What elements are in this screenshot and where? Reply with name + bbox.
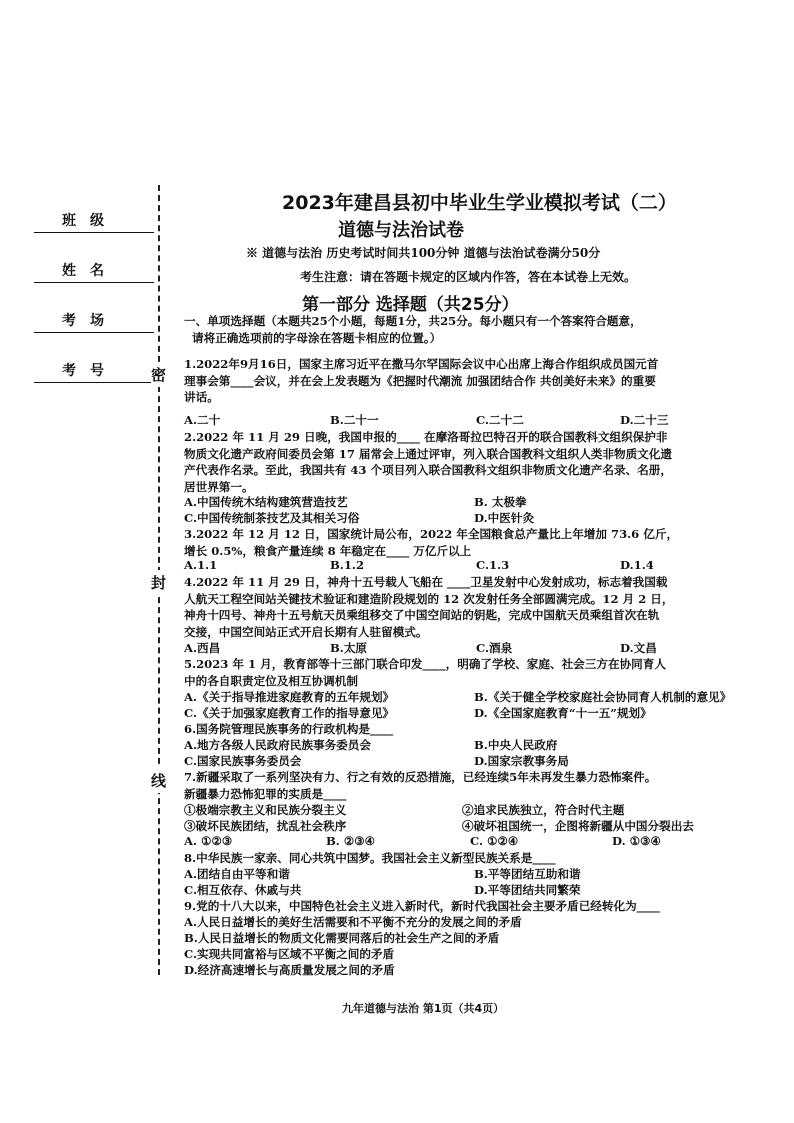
question-3: [184, 526, 784, 559]
question-line: 产代表作名录。至此，我国共有 43 个项目列入联合国教科文组织非物质文化遗产名录、名册，: [184, 463, 672, 477]
q5-option-c[interactable]: C.《关于加强家庭教育工作的指导意见》: [184, 706, 395, 720]
q1-option-b[interactable]: B.二十一: [330, 413, 379, 427]
question-1: [184, 356, 784, 406]
exam-subtitle: 道德与法治试卷: [338, 220, 464, 241]
question-9: [184, 898, 784, 915]
q4-option-a[interactable]: A.西昌: [184, 641, 221, 655]
question-line: 2.2022 年 11 月 29 日晚，我国申报的____ 在摩洛哥拉巴特召开的联合国教科文组织保护非: [184, 430, 668, 444]
question-2: [184, 429, 784, 495]
question-line: 人航天工程空间站关键技术验证和建造阶段规划的 12 次发射任务全部圆满完成。12 月 2 日，: [184, 591, 674, 606]
q8-option-d[interactable]: D.平等团结共同繁荣: [474, 883, 581, 897]
seal-char-mi: 密: [151, 362, 166, 387]
question-4: [184, 574, 784, 640]
question-line: 神舟十四号、神舟十五号航天员乘组移交了中国空间站的钥匙，完成中国航天员乘组首次在轨: [184, 608, 660, 622]
q7-option-d[interactable]: D. ①③④: [612, 834, 661, 848]
q3-option-c[interactable]: C.1.3: [476, 558, 510, 572]
instructions-line: 一、单项选择题（本题共25个小题，每题1分，共25分。每小题只有一个答案符合题意，: [184, 314, 642, 328]
q4-option-d[interactable]: D.文昌: [620, 641, 657, 655]
seal-char-xian: 线: [151, 768, 166, 793]
question-5: [184, 656, 784, 689]
question-line: 3.2022 年 12 月 12 日，国家统计局公布，2022 年全国粮食总产量比上年增加 73.6 亿斤，: [184, 527, 679, 541]
instructions-line: 请将正确选项前的字母涂在答题卡相应的位置。）: [192, 330, 442, 345]
q6-option-d[interactable]: D.国家宗教事务局: [474, 754, 569, 768]
q7-option-b[interactable]: B. ②③④: [326, 834, 376, 848]
field-name-label: 姓名: [62, 263, 118, 279]
q6-option-a[interactable]: A.地方各级人民政府民族事务委员会: [184, 738, 371, 752]
question-line: 6.国务院管理民族事务的行政机构是____: [184, 722, 394, 736]
seal-char-feng: 封: [151, 570, 166, 595]
question-line: 讲话。: [184, 390, 219, 404]
field-room-label: 考场: [62, 313, 118, 329]
section-heading: 第一部分 选择题（共25分）: [302, 295, 519, 315]
q9-option-d[interactable]: D.经济高速增长与高质量发展之间的矛盾: [184, 963, 395, 977]
question-line: 中的各自职责定位及相互协调机制: [184, 673, 358, 688]
question-line: 新疆暴力恐怖犯罪的实质是____: [184, 786, 347, 801]
q3-option-a[interactable]: A.1.1: [184, 558, 218, 572]
instructions: [184, 313, 784, 346]
field-name-line[interactable]: [34, 282, 154, 283]
q8-option-a[interactable]: A.团结自由平等和谐: [184, 867, 290, 881]
q5-option-b[interactable]: B.《关于健全学校家庭社会协同育人机制的意见》: [474, 690, 732, 704]
question-line: 居世界第一。: [184, 479, 254, 494]
question-line: 8.中华民族一家亲、同心共筑中国梦。我国社会主义新型民族关系是____: [184, 851, 556, 865]
question-line: 理事会第____会议，并在会上发表题为《把握时代潮流 加强团结合作 共创美好未来》的重要: [184, 373, 656, 388]
question-6: [184, 721, 784, 738]
q9-option-b[interactable]: B.人民日益增长的物质文化需要同落后的社会生产之间的矛盾: [184, 931, 500, 945]
q1-option-d[interactable]: D.二十三: [620, 413, 669, 427]
question-line: 5.2023 年 1 月，教育部等十三部门联合印发____，明确了学校、家庭、社会三方在协同育人: [184, 657, 666, 671]
q8-option-c[interactable]: C.相互依存、休戚与共: [184, 883, 302, 897]
page-footer: 九年道德与法治 第1页（共4页）: [342, 1002, 505, 1015]
exam-info: ※ 道德与法治 历史考试时间共100分钟 道德与法治试卷满分50分: [246, 246, 601, 260]
q8-option-b[interactable]: B.平等团结互助和谐: [474, 867, 581, 881]
q6-option-b[interactable]: B.中央人民政府: [474, 738, 558, 752]
question-line: 交接，中国空间站正式开启长期有人驻留模式。: [184, 624, 428, 639]
q9-option-c[interactable]: C.实现共同富裕与区域不平衡之间的矛盾: [184, 947, 395, 961]
q5-option-a[interactable]: A.《关于指导推进家庭教育的五年规划》: [184, 690, 395, 704]
question-line: 1.2022年9月16日，国家主席习近平在撒马尔罕国际会议中心出席上海合作组织成员国元首: [184, 357, 659, 371]
field-room-line[interactable]: [34, 332, 154, 333]
q7-statement-3: ③破坏民族团结，扰乱社会秩序: [184, 819, 347, 833]
q2-option-d[interactable]: D.中医针灸: [474, 511, 535, 525]
q5-option-d[interactable]: D.《全国家庭教育“十一五”规划》: [474, 706, 652, 720]
field-number-label: 考号: [62, 363, 118, 379]
q7-statement-4: ④破坏祖国统一，企图将新疆从中国分裂出去: [462, 819, 694, 833]
q1-option-c[interactable]: C.二十二: [476, 413, 524, 427]
question-line: 4.2022 年 11 月 29 日，神舟十五号载人飞船在 ____卫星发射中心发射成功，标志着我国载: [184, 575, 668, 589]
field-class-label: 班级: [62, 213, 118, 229]
question-line: 9.党的十八大以来，中国特色社会主义进入新时代，新时代我国社会主要矛盾已经转化为____: [184, 899, 660, 913]
question-7: [184, 769, 784, 802]
q7-option-c[interactable]: C. ①②④: [470, 834, 519, 848]
q2-option-b[interactable]: B. 太极拳: [474, 495, 527, 509]
exam-notice: 考生注意：请在答题卡规定的区域内作答，答在本试卷上无效。: [300, 270, 637, 284]
question-line: 增长 0.5%，粮食产量连续 8 年稳定在____ 万亿斤以上: [184, 543, 472, 558]
q3-option-b[interactable]: B.1.2: [330, 558, 365, 572]
q6-option-c[interactable]: C.国家民族事务委员会: [184, 754, 302, 768]
exam-title: 2023年建昌县初中毕业生学业模拟考试（二）: [282, 192, 677, 214]
q7-option-a[interactable]: A. ①②③: [184, 834, 233, 848]
question-8: [184, 850, 784, 867]
question-line: 物质文化遗产政府间委员会第 17 届常会上通过评审，列入联合国教科文组织人类非物质文化遗: [184, 446, 672, 461]
field-class-line[interactable]: [34, 232, 154, 233]
q7-statement-2: ②追求民族独立，符合时代主题: [462, 803, 625, 817]
q2-option-a[interactable]: A.中国传统木结构建筑营造技艺: [184, 495, 348, 509]
q3-option-d[interactable]: D.1.4: [620, 558, 654, 572]
q4-option-b[interactable]: B.太原: [330, 641, 368, 655]
q4-option-c[interactable]: C.酒泉: [476, 641, 513, 655]
q1-option-a[interactable]: A.二十: [184, 413, 221, 427]
q9-option-a[interactable]: A.人民日益增长的美好生活需要和不平衡不充分的发展之间的矛盾: [184, 915, 522, 929]
q7-statement-1: ①极端宗教主义和民族分裂主义: [184, 803, 347, 817]
q2-option-c[interactable]: C.中国传统制茶技艺及其相关习俗: [184, 511, 360, 525]
question-line: 7.新疆采取了一系列坚决有力、行之有效的反恐措施，已经连续5年未再发生暴力恐怖案件。: [184, 770, 657, 784]
field-number-line[interactable]: [34, 382, 154, 383]
